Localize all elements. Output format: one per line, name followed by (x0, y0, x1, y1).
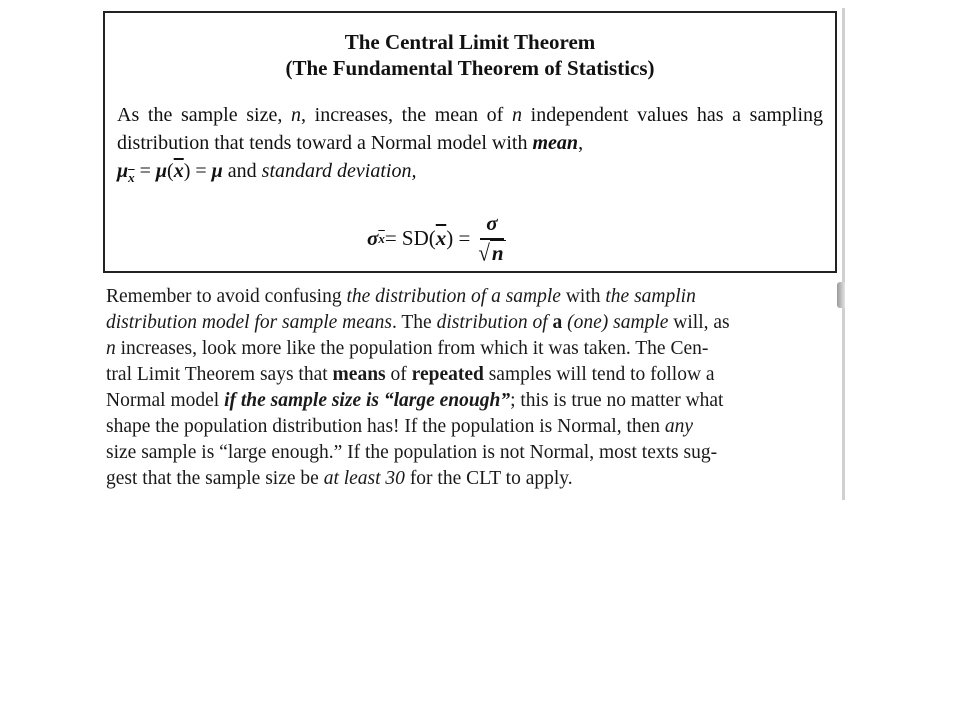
text-run: n (106, 338, 116, 359)
mu-symbol: μ (117, 160, 129, 182)
text-line (106, 284, 846, 310)
text-run: distribution of (436, 312, 553, 333)
statement-text: As the sample size, (117, 104, 292, 126)
text-run: tral Limit Theorem says that (106, 364, 333, 385)
text-run: any (664, 416, 694, 437)
variable-n: n (512, 104, 523, 126)
fraction-denominator (478, 240, 505, 266)
text-run: repeated (411, 364, 484, 385)
sd-suffix: ) = (446, 226, 471, 250)
text-run: at least 30 (323, 468, 405, 489)
mu-symbol: μ (211, 160, 223, 182)
and-text: and (222, 160, 262, 182)
text-run: ; this is true no matter what (510, 390, 724, 411)
scanned-page (100, 8, 845, 500)
text-run: will, as (668, 312, 730, 333)
text-run: samples will tend to follow a (483, 364, 715, 385)
theorem-box (103, 11, 837, 273)
text-run: (one) sample (562, 312, 669, 333)
text-line (106, 310, 846, 336)
text-run: the samplin (605, 286, 696, 307)
theorem-subtitle: (The Fundamental Theorem of Statistics) (285, 56, 655, 80)
text-run: the distribution of a sample (346, 286, 561, 307)
theorem-statement (117, 101, 823, 157)
sd-formula (367, 211, 506, 266)
xbar-symbol: $\overline{x}$ (435, 226, 447, 250)
xbar-symbol: x (128, 170, 135, 185)
mu-symbol: μ (155, 160, 168, 182)
text-line (106, 466, 846, 492)
statement-text: , increases, the mean of (301, 104, 513, 126)
text-run: for the CLT to apply. (404, 468, 573, 489)
text-run: a (552, 312, 563, 333)
text-run: increases, look more like the population from which it was taken. The Cen- (115, 338, 709, 359)
variable-n: n (291, 104, 302, 126)
mean-formula (117, 157, 823, 192)
paren: ) (183, 160, 191, 182)
text-run: . The (392, 312, 437, 333)
sigma-symbol: σ (367, 226, 379, 250)
text-run: means (332, 364, 386, 385)
fraction-numerator: σ (480, 211, 503, 240)
equals-sign: = (134, 160, 156, 182)
radical-sign: √ (478, 239, 490, 267)
text-run: shape the population distribution has! If the population is Normal, then (106, 416, 665, 437)
text-run: gest that the sample size be (106, 468, 324, 489)
sd-prefix: = SD( (384, 226, 436, 250)
paren: ( (167, 160, 174, 182)
statement-text: independent values has a sampling distribution that tends toward a Normal model with (117, 104, 823, 154)
text-line (106, 388, 846, 414)
text-run: size sample is “large enough.” If the population is not Normal, most texts sug- (106, 442, 718, 463)
theorem-title: The Central Limit Theorem (344, 30, 596, 54)
text-run: Remember to avoid confusing (106, 286, 347, 307)
text-line (106, 336, 846, 362)
text-run: of (385, 364, 412, 385)
explanation-paragraph (106, 284, 846, 492)
equals-sign: = (190, 160, 212, 182)
text-run: distribution model for sample means (106, 312, 392, 333)
mean-word: mean (532, 132, 579, 154)
sd-word: standard deviation, (261, 160, 417, 182)
text-run: with (560, 286, 606, 307)
sqrt-n: n (491, 241, 504, 265)
xbar-symbol: $\overline{x}$ (173, 160, 184, 182)
text-line (106, 362, 846, 388)
fraction (478, 211, 505, 266)
text-run: if the sample size is “large enough” (224, 390, 511, 411)
text-line (106, 414, 846, 440)
statement-text: , (578, 132, 584, 154)
xbar-symbol: $\overline{x}$ (378, 230, 385, 246)
text-line (106, 440, 846, 466)
text-run: Normal model (106, 390, 225, 411)
